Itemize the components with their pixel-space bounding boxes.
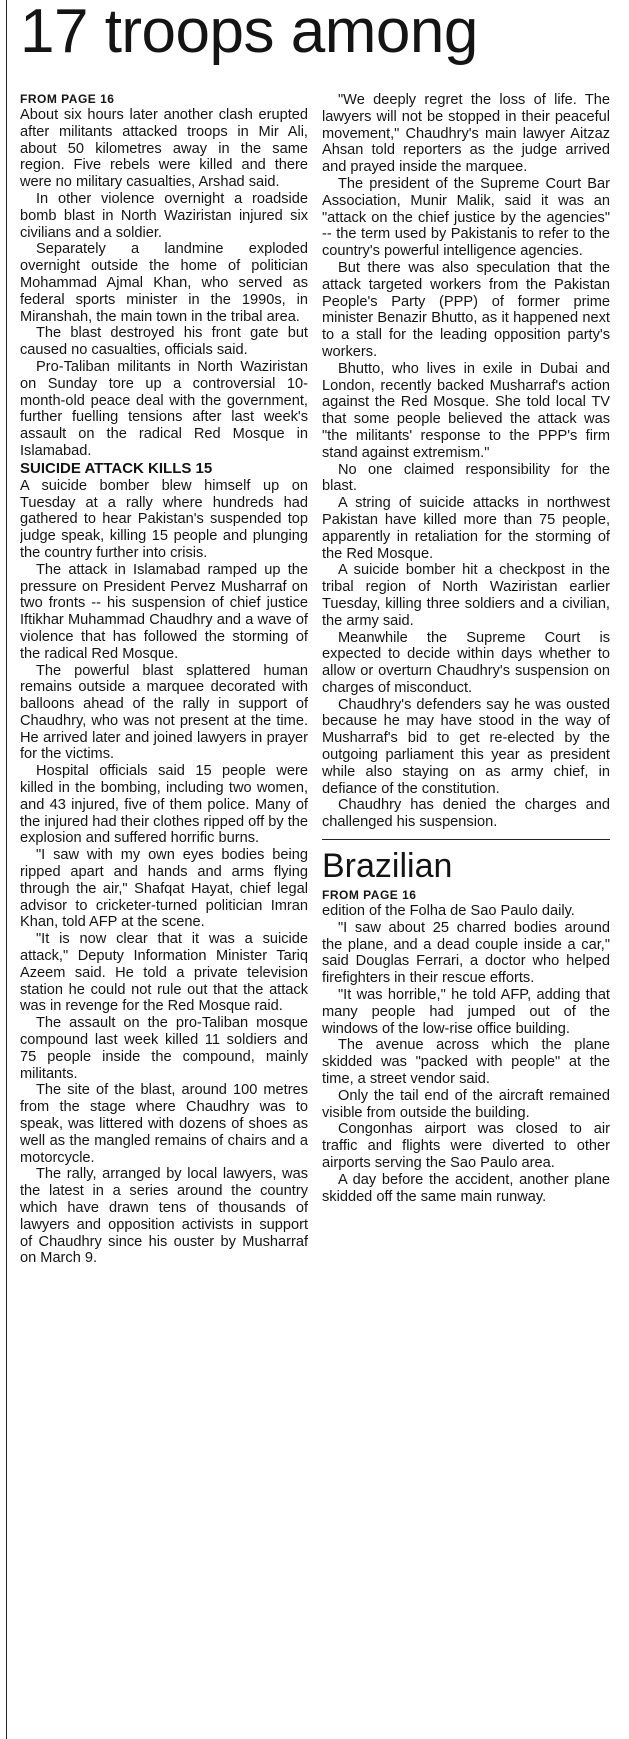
article-paragraph: A suicide bomber hit a checkpost in the tribal region of North Waziristan earlier Tuesday, killing three soldiers and a civilian, the army said.: [322, 562, 610, 629]
main-headline: 17 troops among: [20, 0, 478, 66]
article-paragraph: Congonhas airport was closed to air traffic and flights were diverted to other airports serving the Sao Paulo area.: [322, 1121, 610, 1172]
article-paragraph: edition of the Folha de Sao Paulo daily.: [322, 903, 575, 920]
article-paragraph: A string of suicide attacks in northwest Pakistan have killed more than 75 people, apparently in retaliation for the storming of the Red Mosque.: [322, 495, 610, 562]
article-paragraph: The blast destroyed his front gate but caused no casualties, officials said.: [20, 325, 308, 359]
column-rule: [6, 0, 7, 1739]
article-paragraph: Separately a landmine exploded overnight outside the home of politician Mohammad Ajmal Khan, who served as federal sports minister in the 1990s, in Miranshah, the main town in the tribal area.: [20, 241, 308, 325]
article-paragraph: The avenue across which the plane skidded was "packed with people" at the time, a street vendor said.: [322, 1037, 610, 1088]
article-paragraph: The rally, arranged by local lawyers, was the latest in a series around the country which have drawn tens of thousands of lawyers and opposition activists in support of Chaudhry since his ouster by Musharraf on March 9.: [20, 1166, 308, 1267]
article-paragraph: In other violence overnight a roadside bomb blast in North Waziristan injured six civilians and a soldier.: [20, 190, 308, 241]
article-paragraph: Bhutto, who lives in exile in Dubai and London, recently backed Musharraf's action against the Red Mosque. She told local TV that some people believed the attack was "the militants' response to the PPP's firm stand against extremism.": [322, 360, 610, 461]
continued-slug: FROM PAGE 16: [322, 888, 417, 903]
right-column: [322, 92, 610, 1732]
article-paragraph: No one claimed responsibility for the blast.: [322, 461, 610, 495]
article-paragraph: "It is now clear that it was a suicide attack," Deputy Information Minister Tariq Azeem said. He told a private television station he could not rule out that the attack was in revenge for the Red Mosque raid.: [20, 931, 308, 1015]
article-paragraph: "I saw about 25 charred bodies around the plane, and a dead couple inside a car," said Douglas Ferrari, a doctor who helped firefighters in their rescue efforts.: [322, 919, 610, 987]
article-paragraph: Chaudhry's defenders say he was ousted because he may have stood in the way of Musharraf's bid to get re-elected by the outgoing parliament this year as president while also staying on as army chief, in defiance of the constitution.: [322, 696, 610, 797]
article-paragraph: The president of the Supreme Court Bar Association, Munir Malik, said it was an "attack on the chief justice by the agencies" -- the term used by Pakistanis to refer to the country's powerful intelligence agencies.: [322, 175, 610, 260]
article-paragraph: A day before the accident, another plane skidded off the same main runway.: [322, 1171, 610, 1205]
article-paragraph: Meanwhile the Supreme Court is expected to decide within days whether to allow or overturn Chaudhry's suspension on charges of misconduct.: [322, 629, 610, 696]
article-paragraph: The site of the blast, around 100 metres from the stage where Chaudhry was to speak, was littered with dozens of shoes as well as the mangled remains of chairs and a motorcycle.: [20, 1082, 308, 1166]
section-subhead: SUICIDE ATTACK KILLS 15: [20, 459, 213, 477]
article-paragraph: Hospital officials said 15 people were killed in the bombing, including two women, and 43 injured, five of them police. Many of the injured had their clothes ripped off by the explosion and suffered horrific burns.: [20, 763, 308, 847]
article-paragraph: A suicide bomber blew himself up on Tuesday at a rally where hundreds had gathered to hear Pakistan's suspended top judge speak, killing 15 people and plunging the country further into crisis.: [20, 477, 308, 561]
story-divider: [322, 839, 610, 840]
article-paragraph: "It was horrible," he told AFP, adding that many people had jumped out of the windows of the low-rise office building.: [322, 987, 610, 1037]
article-paragraph: "I saw with my own eyes bodies being ripped apart and hands and arms flying through the air," Shafqat Hayat, chief legal advisor to cricketer-turned politician Imran Khan, told AFP at the scene.: [20, 847, 308, 931]
article-paragraph: The powerful blast splattered human remains outside a marquee decorated with balloons ahead of the rally in support of Chaudhry, who was not present at the time. He arrived later and joined lawyers in prayer for the victims.: [20, 662, 308, 763]
article-paragraph: Only the tail end of the aircraft remained visible from outside the building.: [322, 1087, 610, 1121]
article-paragraph: But there was also speculation that the attack targeted workers from the Pakistan People's Party (PPP) of former prime minister Benazir Bhutto, as it happened next to a stall for the leading opposition party's workers.: [322, 259, 610, 360]
continued-slug: FROM PAGE 16: [20, 92, 115, 106]
article-paragraph: Pro-Taliban militants in North Waziristan on Sunday tore up a controversial 10-month-old peace deal with the government, further fuelling tensions after last week's assault on the radical Red Mosque in Islamabad.: [20, 358, 308, 459]
second-headline: Brazilian: [322, 847, 453, 886]
article-paragraph: "We deeply regret the loss of life. The lawyers will not be stopped in their peaceful movement," Chaudhry's main lawyer Aitzaz Ahsan told reporters as the judge arrived and prayed inside the marquee.: [322, 92, 610, 176]
left-column: [20, 92, 308, 1732]
article-paragraph: The assault on the pro-Taliban mosque compound last week killed 11 soldiers and 75 people inside the compound, mainly militants.: [20, 1015, 308, 1082]
article-paragraph: The attack in Islamabad ramped up the pressure on President Pervez Musharraf on two fronts -- his suspension of chief justice Iftikhar Muhammad Chaudhry and a wave of violence that has followed the storming of the radical Red Mosque.: [20, 561, 308, 662]
article-paragraph: Chaudhry has denied the charges and challenged his suspension.: [322, 797, 610, 831]
article-paragraph: About six hours later another clash erupted after militants attacked troops in Mir Ali, about 50 kilometres away in the same region. Five rebels were killed and there were no military casualties, Arshad said.: [20, 107, 308, 191]
